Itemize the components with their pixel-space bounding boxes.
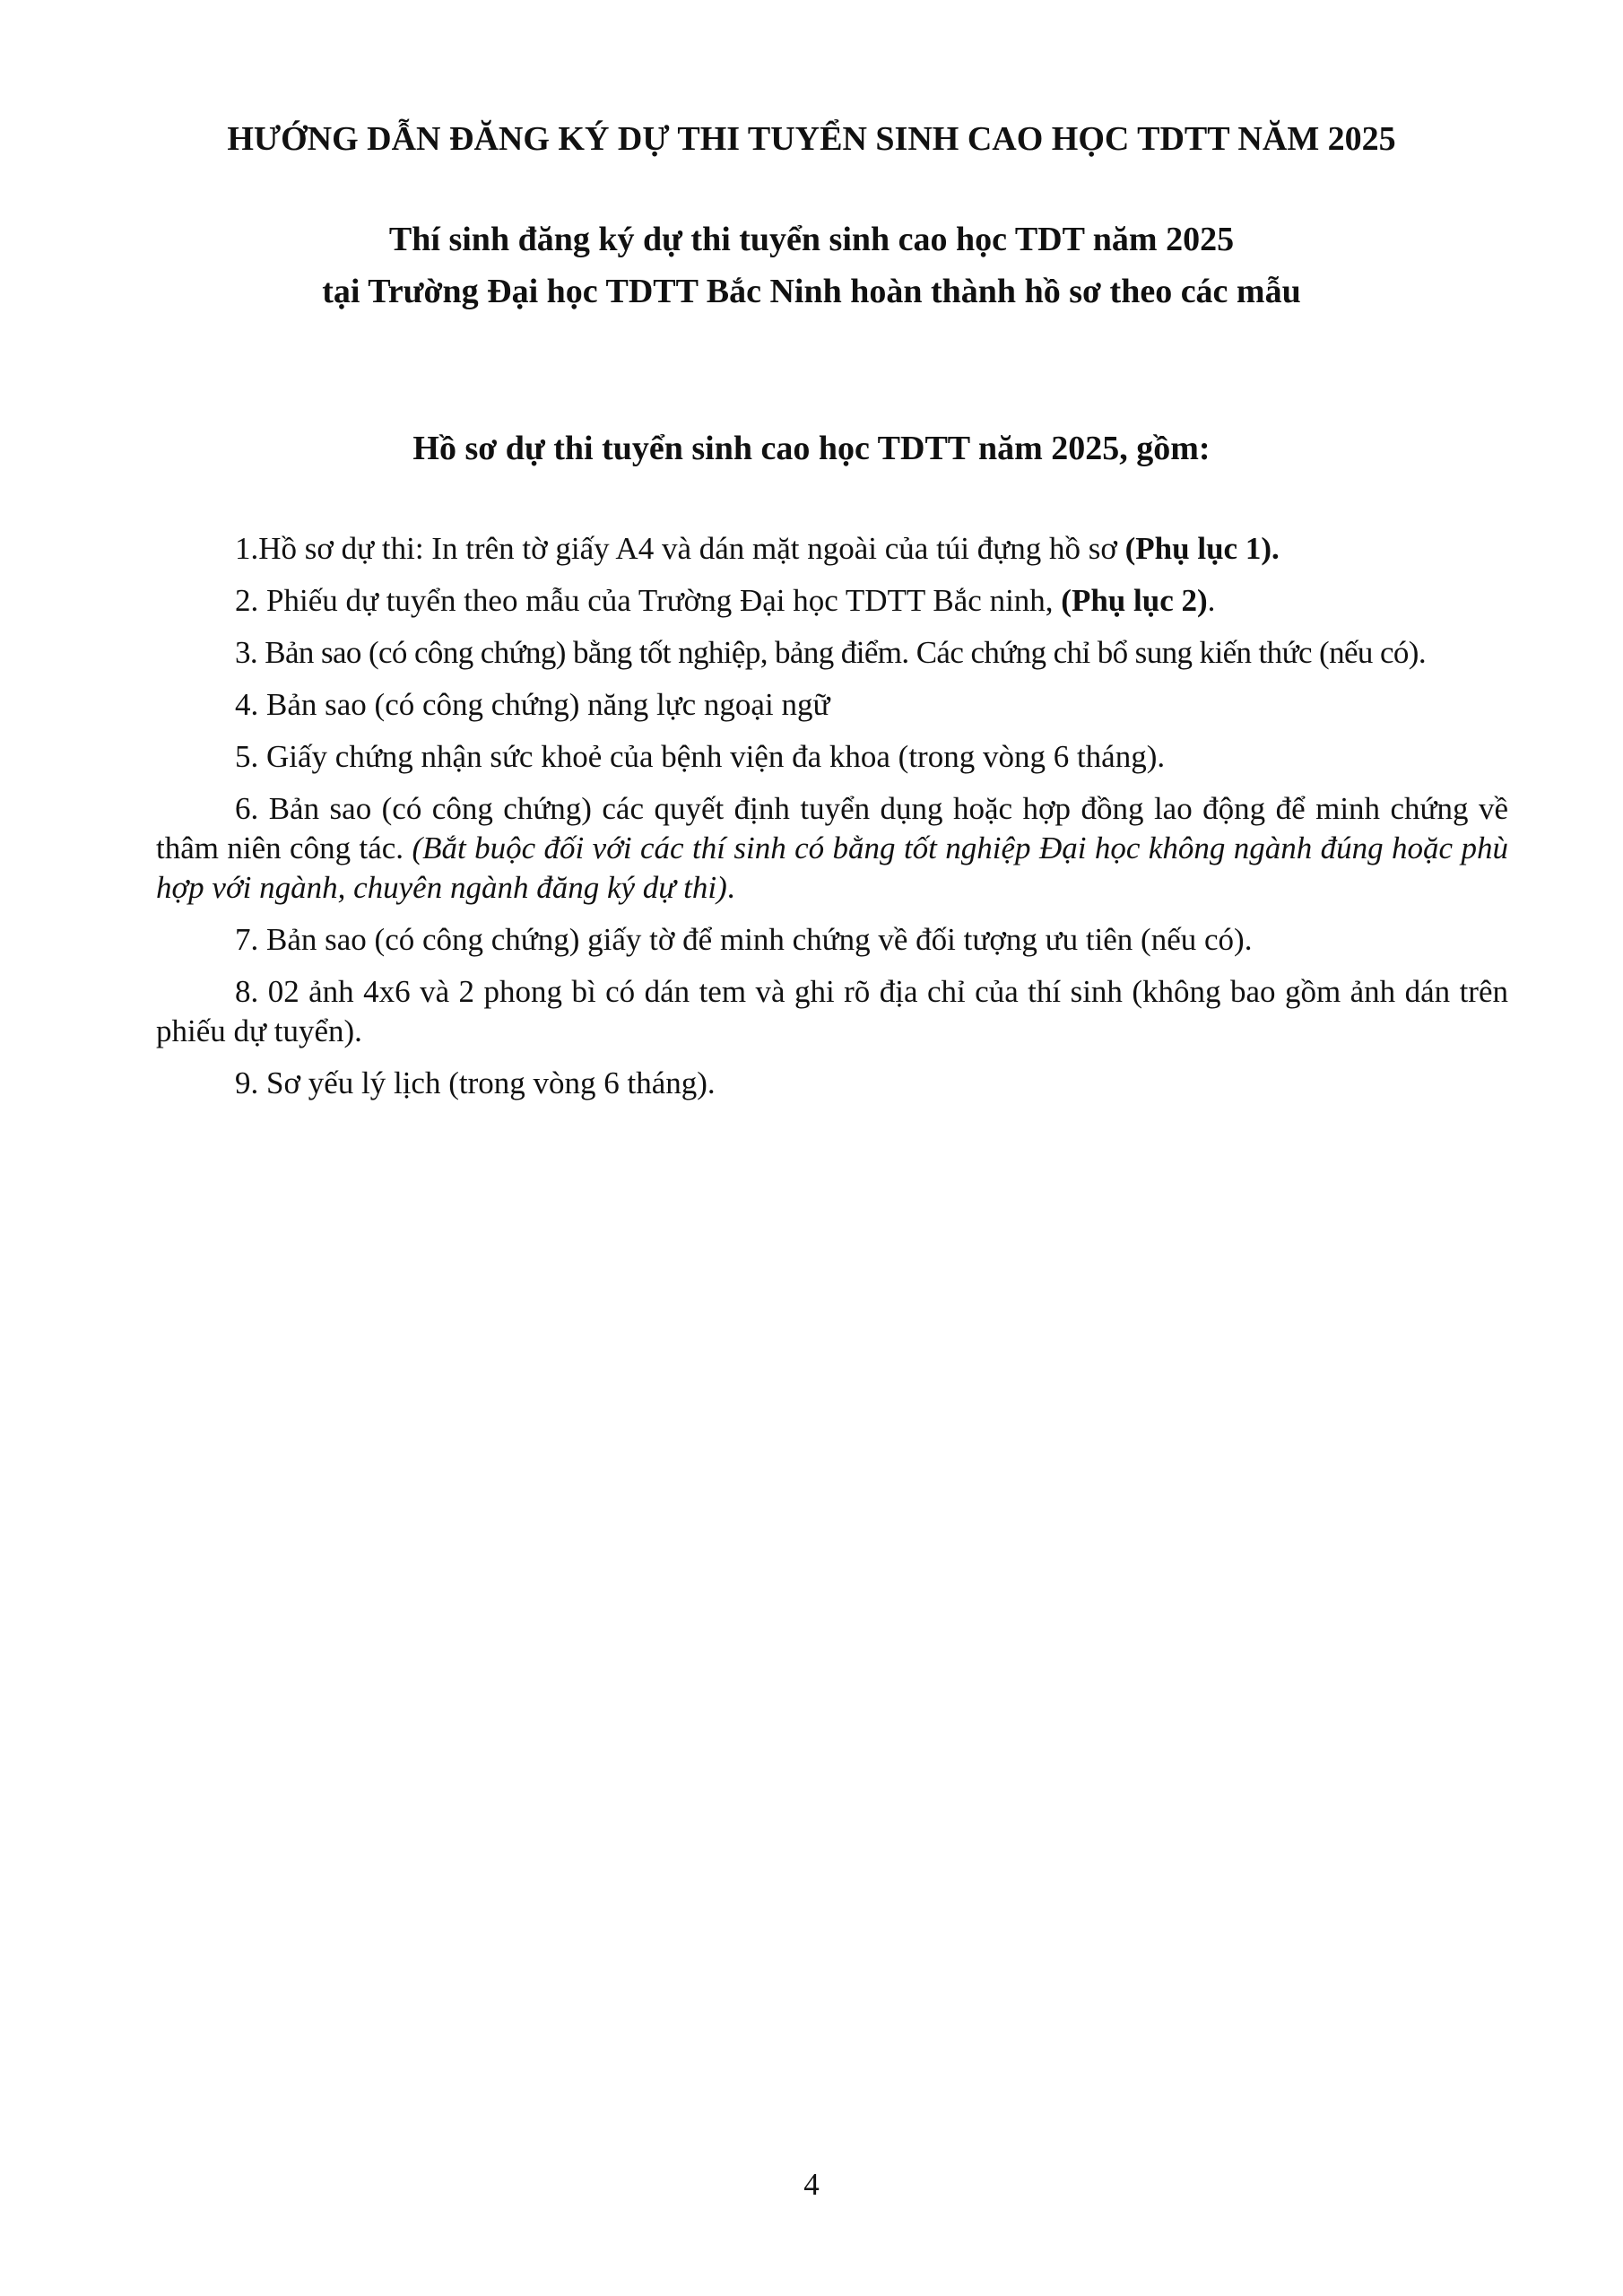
item-text: Sơ yếu lý lịch (trong vòng 6 tháng).: [258, 1065, 716, 1100]
subtitle-line-2: tại Trường Đại học TDTT Bắc Ninh hoàn thành hồ sơ theo các mẫu: [322, 273, 1301, 310]
list-item: [156, 972, 1508, 1051]
item-number: 3.: [235, 635, 258, 670]
item-number: 5.: [235, 739, 259, 774]
list-item: [156, 581, 1508, 621]
section-heading: Hồ sơ dự thi tuyển sinh cao học TDTT năm 2025, gồm:: [412, 430, 1211, 467]
item-number: 1.: [235, 531, 259, 566]
item-appendix-ref: (Phụ lục 1).: [1124, 531, 1280, 566]
list-item: [156, 633, 1508, 673]
list-item: [156, 1064, 1508, 1103]
item-text: Bản sao (có công chứng) giấy tờ để minh chứng về đối tượng ưu tiên (nếu có).: [258, 922, 1253, 957]
item-text: Bản sao (có công chứng) bằng tốt nghiệp, bảng điểm. Các chứng chỉ bổ sung kiến thức (nếu có).: [257, 635, 1427, 670]
item-note: (Bắt buộc đối với các thí sinh có bằng tốt nghiệp Đại học không ngành đúng hoặc phù hợp với ngành, chuyên ngành đăng ký dự thi): [156, 831, 1508, 905]
item-text: Giấy chứng nhận sức khoẻ của bệnh viện đa khoa (trong vòng 6 tháng).: [258, 739, 1166, 774]
item-text: Bản sao (có công chứng) các quyết định tuyển dụng hoặc hợp đồng lao động để minh chứng về thâm niên công tác.: [156, 791, 1508, 865]
item-appendix-ref: (Phụ lục 2): [1061, 583, 1208, 618]
item-text: Bản sao (có công chứng) năng lực ngoại ngữ: [258, 687, 830, 722]
item-number: 4.: [235, 687, 259, 722]
item-number: 6.: [235, 791, 259, 826]
list-item: [156, 789, 1508, 908]
requirements-list: [156, 529, 1508, 1116]
item-text-end: .: [1207, 583, 1216, 618]
subtitle-line-1: Thí sinh đăng ký dự thi tuyển sinh cao học TDT năm 2025: [388, 221, 1235, 258]
document-title: HƯỚNG DẪN ĐĂNG KÝ DỰ THI TUYỂN SINH CAO HỌC TDTT NĂM 2025: [227, 120, 1396, 158]
item-number: 9.: [235, 1065, 259, 1100]
list-item: [156, 737, 1508, 777]
list-item: [156, 685, 1508, 725]
item-text: 02 ảnh 4x6 và 2 phong bì có dán tem và ghi rõ địa chỉ của thí sinh (không bao gồm ảnh dán trên phiếu dự tuyển).: [156, 974, 1508, 1048]
list-item: [156, 529, 1508, 569]
item-number: 8.: [235, 974, 259, 1009]
item-text: Phiếu dự tuyển theo mẫu của Trường Đại học TDTT Bắc ninh,: [258, 583, 1062, 618]
page-number: 4: [803, 2167, 820, 2202]
item-text: Hồ sơ dự thi: In trên tờ giấy A4 và dán mặt ngoài của túi đựng hồ sơ: [258, 531, 1125, 566]
item-text-end: .: [726, 870, 735, 905]
list-item: [156, 920, 1508, 960]
item-number: 7.: [235, 922, 259, 957]
item-number: 2.: [235, 583, 259, 618]
